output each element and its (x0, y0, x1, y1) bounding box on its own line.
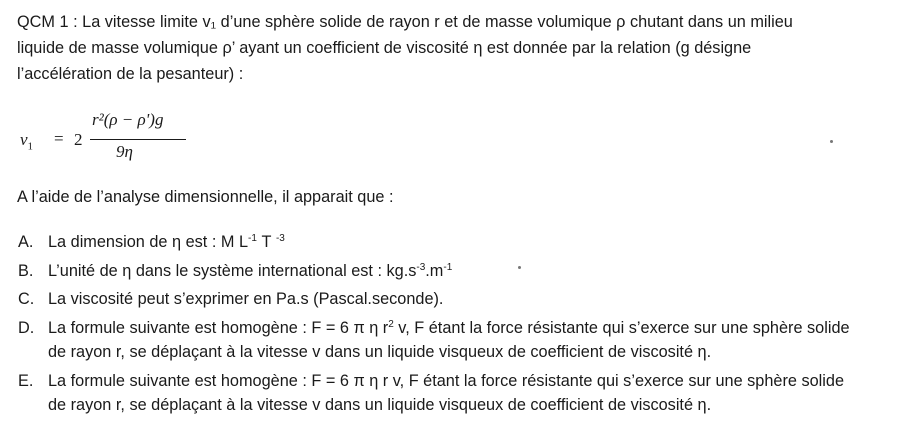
answer-options (17, 230, 887, 422)
formula-numerator: r²(ρ − ρ')g (92, 110, 164, 129)
exponent: 2 (388, 318, 394, 330)
option-text: La formule suivante est homogène : F = 6 π η r (48, 318, 389, 337)
formula-equals: = (54, 129, 64, 148)
option-text-continued: de rayon r, se déplaçant à la vitesse v dans un liquide visqueux de coefficient de viscosité η. (48, 396, 712, 414)
option-letter: C. (18, 290, 35, 308)
option-text: L’unité de η dans le système international est : kg.s (48, 261, 417, 280)
option-e[interactable] (17, 369, 887, 418)
exponent: -1 (443, 261, 453, 273)
option-d[interactable] (17, 316, 887, 365)
intro-line-2: liquide de masse volumique ρ’ ayant un coefficient de viscosité η est donnée par la relation (g désigne (17, 39, 752, 57)
exponent: -3 (416, 261, 426, 273)
exponent: -3 (275, 233, 285, 244)
option-text-mid: T (261, 233, 272, 251)
option-c[interactable] (17, 287, 887, 312)
option-text-mid: .m (425, 261, 444, 280)
option-text: La dimension de η est : M L (48, 233, 249, 251)
option-b[interactable] (17, 259, 887, 284)
option-a[interactable] (17, 230, 887, 255)
velocity-formula (20, 104, 220, 164)
fraction-bar (90, 139, 186, 140)
question-statement (17, 9, 875, 87)
option-letter: B. (18, 261, 34, 280)
option-text: La viscosité peut s’exprimer en Pa.s (Pascal.seconde). (48, 290, 444, 308)
intro-line-1: La vitesse limite v₁ d’une sphère solide de rayon r et de masse volumique ρ chutant dans un milieu (82, 13, 793, 31)
option-text: La formule suivante est homogène : F = 6 π η r v, F étant la force résistante qui s’exerce sur une sphère solide (48, 371, 845, 390)
option-letter: A. (18, 233, 34, 251)
formula-lhs: $v_1$ (20, 130, 34, 153)
question-label: QCM 1 : (17, 13, 78, 31)
intro-line-3: l’accélération de la pesanteur) : (17, 65, 244, 83)
exponent: -1 (248, 233, 257, 244)
formula-coefficient: 2 (74, 130, 83, 149)
scan-speck (830, 140, 833, 143)
formula-denominator: 9η (116, 142, 133, 161)
option-text-continued: de rayon r, se déplaçant à la vitesse v dans un liquide visqueux de coefficient de viscosité η. (48, 343, 712, 361)
analysis-statement: A l’aide de l’analyse dimensionnelle, il apparait que : (17, 188, 394, 206)
option-letter: E. (18, 371, 34, 390)
scan-speck (518, 266, 521, 269)
option-letter: D. (18, 318, 35, 337)
option-text-tail: v, F étant la force résistante qui s’exerce sur une sphère solide (393, 318, 850, 337)
